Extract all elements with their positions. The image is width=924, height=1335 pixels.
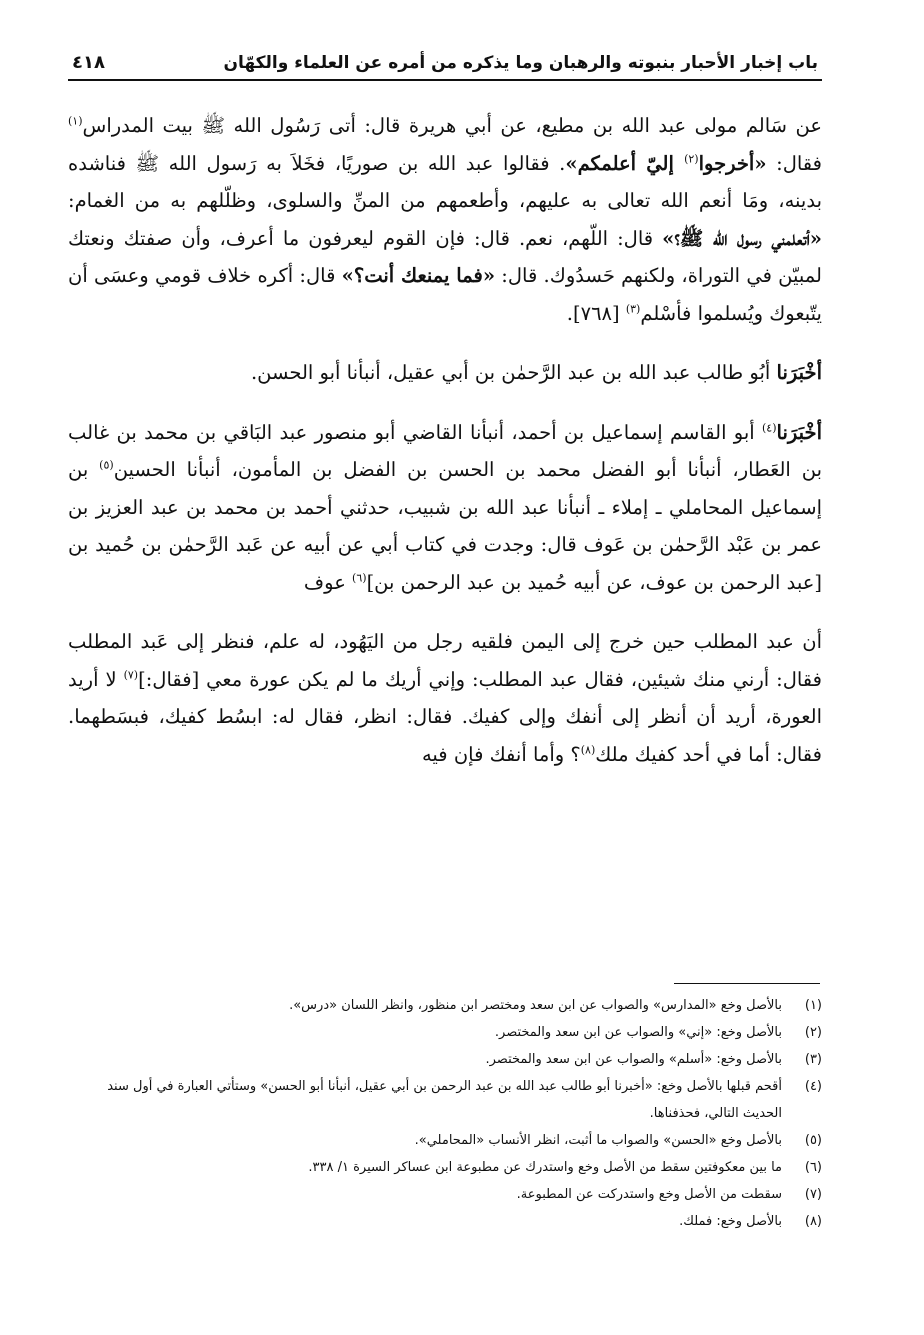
footnote: (٢) بالأصل وخع: «إني» والصواب عن ابن سعد والمختصر. xyxy=(494,1025,822,1040)
text-run: لا أريد العورة، أريد أن أنظر إلى أنفك وإلى كفيك. فقال: انظر، فقال له: ابسُط كفيك، فبسَطهما. فقال: أما في أحد كفيك ملك xyxy=(68,667,822,766)
quote-bold: «أخرجوا xyxy=(698,151,767,175)
footnote-separator xyxy=(674,983,820,984)
paragraph-isnad-2 xyxy=(68,414,822,602)
footnote-ref-5[interactable]: (٥) xyxy=(99,458,114,472)
footnote-ref-2[interactable]: (٢) xyxy=(684,152,699,165)
footnote-ref-8[interactable]: (٨) xyxy=(580,743,596,756)
footnote: (٨) بالأصل وخع: فملك. xyxy=(679,1214,822,1229)
quote-bold: «فما يمنعك أنت؟» xyxy=(341,264,496,287)
page-header xyxy=(68,52,822,81)
footnotes xyxy=(68,992,822,1235)
paragraph-isnad-1 xyxy=(68,354,822,392)
footnote: (١) بالأصل وخع «المدارس» والصواب عن ابن سعد ومختصر ابن منظور، وانظر اللسان «درس». xyxy=(289,998,822,1013)
footnote: (٦) ما بين معكوفتين سقط من الأصل وخع واستدرك عن مطبوعة ابن عساكر السيرة ١/ ٣٣٨. xyxy=(308,1160,822,1175)
text-run: عن سَالم مولى عبد الله بن مطيع، عن أبي هريرة قال: أتى رَسُول الله ﷺ بيت المدراس xyxy=(82,114,822,137)
page-number: ٤١٨ xyxy=(72,52,105,73)
text-run: بن إسماعيل المحاملي ـ إملاء ـ أنبأنا عبد الله بن شبيب، حدثني أحمد بن محمد بن عبد العزيز بن عمر بن عَبْد الرَّحمٰن بن عَوف قال: وجدت في كتاب أبي عن أبيه عن عَبد الرَّحمٰن بن حُميد بن [عبد الرحمن بن عوف، عن أبيه حُميد بن عبد الرحمن بن] xyxy=(68,458,822,594)
paragraph-hadith-1 xyxy=(68,107,822,332)
text-run: قال: أكره خلاف قومي وعسَى أن يتّبعوك ويُسلموا فأسْلم xyxy=(68,264,822,325)
text-run: قال: اللّهم، نعم. قال: فإن القوم ليعرفون ما أعرف، وأن صفتك ونعتك لمبيّن في التوراة، ولكنهم حَسدُوك. قال: xyxy=(68,226,822,287)
text-run: عوف xyxy=(303,570,353,594)
quote-bold: «أتعلمني رسول الله ﷺ؟» xyxy=(662,226,822,250)
isnad-lead: أخْبَرَنا xyxy=(776,361,822,384)
page xyxy=(68,52,822,773)
isnad-lead: أخْبَرَنا xyxy=(776,420,822,444)
text-run: [٧٦٨]. xyxy=(566,301,626,325)
footnote-ref-6[interactable]: (٦) xyxy=(352,571,367,584)
text-run: أبو القاسم إسماعيل بن أحمد، أنبأنا القاضي أبو منصور عبد البَاقي بن محمد بن غالب بن العَطار، أنبأنا أبو الفضل محمد بن الحسن بن الفضل بن المأمون، أنبأنا الحسين xyxy=(68,420,822,481)
quote-bold: إليّ أعلمكم» xyxy=(565,151,685,175)
text-run: ؟ وأما أنفك فإن فيه xyxy=(421,742,581,766)
main-text xyxy=(68,107,822,773)
footnote: (٥) بالأصل وخع «الحسن» والصواب ما أثبت، انظر الأنساب «المحاملي». xyxy=(414,1133,822,1148)
text-run: أبُو طالب عبد الله بن عبد الرَّحمٰن بن أبي عقيل، أنبأنا أبو الحسن. xyxy=(250,361,777,384)
footnote-ref-7[interactable]: (٧) xyxy=(123,668,139,681)
footnote-ref-1[interactable]: (١) xyxy=(68,114,83,128)
paragraph-hadith-2 xyxy=(68,623,822,773)
footnote: (٧) سقطت من الأصل وخع واستدركت عن المطبوعة. xyxy=(516,1187,822,1202)
text-run: فقال: xyxy=(766,151,822,175)
text-run: . فقالوا عبد الله بن صوريًا، فخَلاَ به رَسول الله ﷺ فناشده بدينه، ومَا أنعم الله تعالى به عليهم، وأطعمهم من المنِّ والسلوى، وظلّلهم به من الغمام: xyxy=(68,151,822,212)
footnote: (٤) أقحم قبلها بالأصل وخع: «أخبرنا أبو طالب عبد الله بن عبد الرحمن بن أبي عقيل، أنبأنا أبو الحسن» وستأتي العبارة في أول سند الحديث التالي، فحذفناها. xyxy=(107,1079,822,1121)
footnote-ref-3[interactable]: (٣) xyxy=(625,302,641,315)
footnote: (٣) بالأصل وخع: «أسلم» والصواب عن ابن سعد والمختصر. xyxy=(485,1052,822,1067)
running-title: باب إخبار الأحبار بنبوته والرهبان وما يذكره من أمره عن العلماء والكهّان xyxy=(223,53,818,73)
footnote-ref-4[interactable]: (٤) xyxy=(762,421,777,434)
text-run: أن عبد المطلب حين خرج إلى اليمن فلقيه رجل من اليَهُود، له علم، فنظر إلى عَبد المطلب فقال: أرني منك شيئين، فقال عبد المطلب: وإني أريك ما لم يكن عورة معي [فقال:] xyxy=(68,630,822,691)
